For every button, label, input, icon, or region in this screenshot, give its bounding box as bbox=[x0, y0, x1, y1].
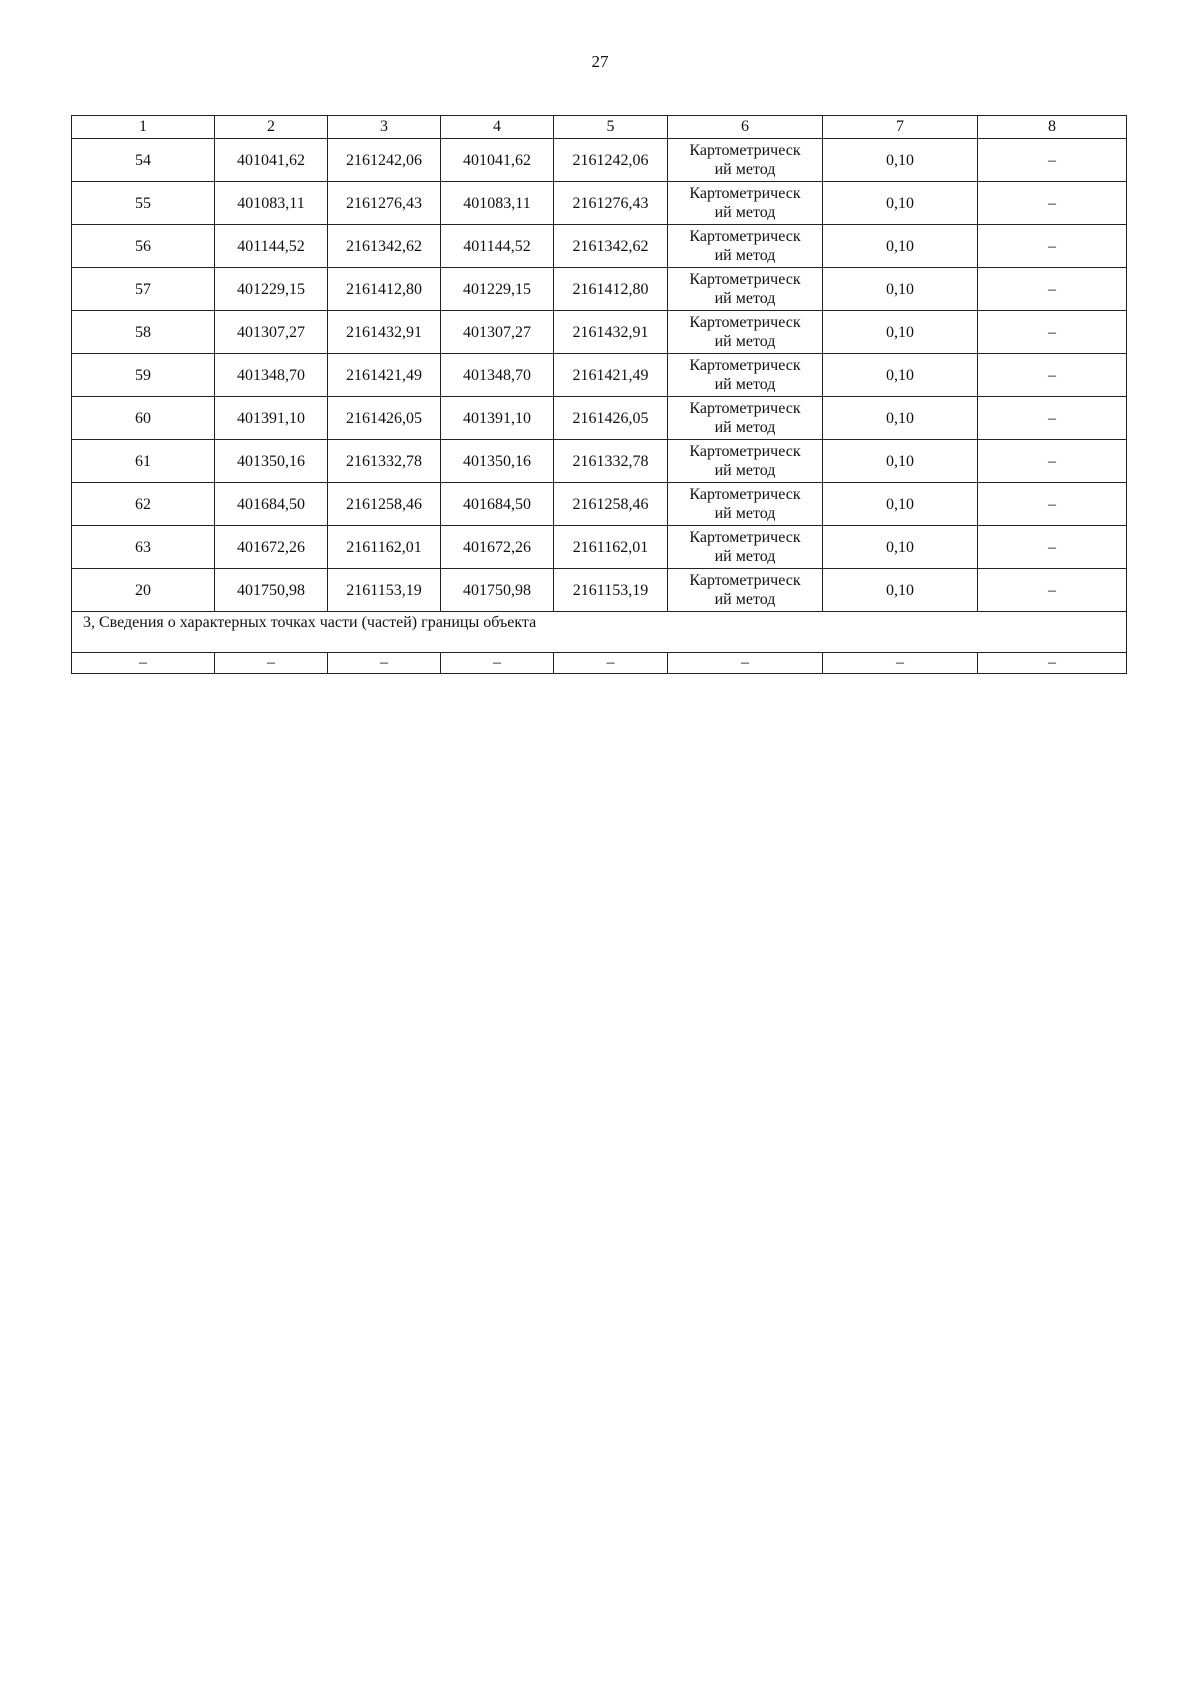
column-header: 7 bbox=[823, 116, 978, 139]
method-text: ий метод bbox=[714, 548, 776, 565]
table-cell: 401348,70 bbox=[215, 354, 328, 397]
empty-cell: – bbox=[72, 653, 215, 674]
table-cell: 2161153,19 bbox=[554, 569, 668, 612]
coordinates-table bbox=[71, 115, 1127, 674]
table-cell: 0,10 bbox=[823, 569, 978, 612]
method-cell bbox=[668, 225, 823, 268]
table-row bbox=[72, 526, 1127, 569]
table-cell: 401041,62 bbox=[441, 139, 554, 182]
table-cell: 2161432,91 bbox=[328, 311, 441, 354]
table-cell: 59 bbox=[72, 354, 215, 397]
method-text: ий метод bbox=[714, 376, 776, 393]
table-cell: – bbox=[978, 483, 1127, 526]
table-cell: 401750,98 bbox=[215, 569, 328, 612]
table-cell: 401144,52 bbox=[215, 225, 328, 268]
table-cell: 401041,62 bbox=[215, 139, 328, 182]
table-cell: – bbox=[978, 569, 1127, 612]
table-cell: 60 bbox=[72, 397, 215, 440]
table-cell: – bbox=[978, 397, 1127, 440]
method-text: ий метод bbox=[714, 333, 776, 350]
table-row bbox=[72, 569, 1127, 612]
table-cell: 0,10 bbox=[823, 182, 978, 225]
section-title: 3, Сведения о характерных точках части (частей) границы объекта bbox=[72, 612, 1127, 653]
method-text: Картометрическ bbox=[689, 400, 801, 417]
table-cell: 401672,26 bbox=[441, 526, 554, 569]
table-cell: – bbox=[978, 268, 1127, 311]
table-cell: 2161426,05 bbox=[554, 397, 668, 440]
method-cell bbox=[668, 569, 823, 612]
method-text: Картометрическ bbox=[689, 271, 801, 288]
method-cell bbox=[668, 182, 823, 225]
table-cell: 2161342,62 bbox=[328, 225, 441, 268]
method-text: ий метод bbox=[714, 462, 776, 479]
table-cell: 2161342,62 bbox=[554, 225, 668, 268]
empty-cell: – bbox=[668, 653, 823, 674]
method-text: ий метод bbox=[714, 505, 776, 522]
column-header: 8 bbox=[978, 116, 1127, 139]
table-row bbox=[72, 354, 1127, 397]
table-row bbox=[72, 397, 1127, 440]
page-number: 27 bbox=[591, 52, 609, 71]
table-cell: 2161276,43 bbox=[328, 182, 441, 225]
method-text: Картометрическ bbox=[689, 443, 801, 460]
table-cell: 2161276,43 bbox=[554, 182, 668, 225]
table-cell: 0,10 bbox=[823, 268, 978, 311]
section-row bbox=[72, 612, 1127, 653]
table-cell: 2161162,01 bbox=[554, 526, 668, 569]
method-text: Картометрическ bbox=[689, 486, 801, 503]
table-cell: 2161258,46 bbox=[554, 483, 668, 526]
table-cell: 55 bbox=[72, 182, 215, 225]
table-cell: 401307,27 bbox=[215, 311, 328, 354]
table-row bbox=[72, 225, 1127, 268]
table-cell: 58 bbox=[72, 311, 215, 354]
method-text: Картометрическ bbox=[689, 357, 801, 374]
column-header: 3 bbox=[328, 116, 441, 139]
table-cell: 63 bbox=[72, 526, 215, 569]
table-row bbox=[72, 483, 1127, 526]
table-cell: – bbox=[978, 526, 1127, 569]
method-cell bbox=[668, 397, 823, 440]
method-cell bbox=[668, 483, 823, 526]
method-cell bbox=[668, 354, 823, 397]
table-cell: 2161432,91 bbox=[554, 311, 668, 354]
column-header: 6 bbox=[668, 116, 823, 139]
table-cell: 401750,98 bbox=[441, 569, 554, 612]
table-cell: 2161162,01 bbox=[328, 526, 441, 569]
table-cell: 2161258,46 bbox=[328, 483, 441, 526]
table-cell: 2161332,78 bbox=[554, 440, 668, 483]
method-text: Картометрическ bbox=[689, 572, 801, 589]
table-cell: 0,10 bbox=[823, 397, 978, 440]
table-cell: 0,10 bbox=[823, 311, 978, 354]
table-cell: 401672,26 bbox=[215, 526, 328, 569]
method-cell bbox=[668, 139, 823, 182]
empty-row bbox=[72, 653, 1127, 674]
method-text: Картометрическ bbox=[689, 185, 801, 202]
table-cell: 401144,52 bbox=[441, 225, 554, 268]
table-row bbox=[72, 311, 1127, 354]
empty-cell: – bbox=[328, 653, 441, 674]
table-cell: – bbox=[978, 139, 1127, 182]
method-text: Картометрическ bbox=[689, 314, 801, 331]
table-cell: 2161242,06 bbox=[554, 139, 668, 182]
table-cell: 0,10 bbox=[823, 526, 978, 569]
table-cell: – bbox=[978, 311, 1127, 354]
table-cell: 2161412,80 bbox=[554, 268, 668, 311]
table-cell: – bbox=[978, 225, 1127, 268]
table-cell: 401083,11 bbox=[215, 182, 328, 225]
table-cell: 20 bbox=[72, 569, 215, 612]
empty-cell: – bbox=[441, 653, 554, 674]
table-cell: 401391,10 bbox=[215, 397, 328, 440]
table-cell: 0,10 bbox=[823, 483, 978, 526]
table-cell: 2161412,80 bbox=[328, 268, 441, 311]
table-cell: 2161153,19 bbox=[328, 569, 441, 612]
table-cell: 0,10 bbox=[823, 139, 978, 182]
table-cell: 2161421,49 bbox=[328, 354, 441, 397]
method-cell bbox=[668, 268, 823, 311]
table-cell: 61 bbox=[72, 440, 215, 483]
table-cell: 0,10 bbox=[823, 354, 978, 397]
method-text: Картометрическ bbox=[689, 142, 801, 159]
table-row bbox=[72, 139, 1127, 182]
column-header: 4 bbox=[441, 116, 554, 139]
table-cell: 0,10 bbox=[823, 440, 978, 483]
method-text: Картометрическ bbox=[689, 228, 801, 245]
table-cell: 56 bbox=[72, 225, 215, 268]
table-cell: 401307,27 bbox=[441, 311, 554, 354]
method-text: ий метод bbox=[714, 419, 776, 436]
table-cell: 0,10 bbox=[823, 225, 978, 268]
empty-cell: – bbox=[823, 653, 978, 674]
method-text: ий метод bbox=[714, 591, 776, 608]
table-cell: 401229,15 bbox=[215, 268, 328, 311]
method-cell bbox=[668, 526, 823, 569]
empty-cell: – bbox=[215, 653, 328, 674]
table-cell: 2161421,49 bbox=[554, 354, 668, 397]
table-cell: 401350,16 bbox=[441, 440, 554, 483]
header-row bbox=[72, 116, 1127, 139]
table-cell: 54 bbox=[72, 139, 215, 182]
empty-cell: – bbox=[554, 653, 668, 674]
method-text: ий метод bbox=[714, 161, 776, 178]
table-cell: – bbox=[978, 440, 1127, 483]
table-cell: 401083,11 bbox=[441, 182, 554, 225]
table-row bbox=[72, 440, 1127, 483]
table-cell: 2161332,78 bbox=[328, 440, 441, 483]
method-text: ий метод bbox=[714, 247, 776, 264]
empty-cell: – bbox=[978, 653, 1127, 674]
method-text: Картометрическ bbox=[689, 529, 801, 546]
method-cell bbox=[668, 440, 823, 483]
method-text: ий метод bbox=[714, 290, 776, 307]
table-cell: 57 bbox=[72, 268, 215, 311]
table-cell: 401684,50 bbox=[441, 483, 554, 526]
table-cell: 401350,16 bbox=[215, 440, 328, 483]
table-cell: 401684,50 bbox=[215, 483, 328, 526]
column-header: 5 bbox=[554, 116, 668, 139]
table-cell: – bbox=[978, 354, 1127, 397]
table-row bbox=[72, 182, 1127, 225]
table-cell: 2161426,05 bbox=[328, 397, 441, 440]
column-header: 1 bbox=[72, 116, 215, 139]
table-cell: – bbox=[978, 182, 1127, 225]
table-cell: 62 bbox=[72, 483, 215, 526]
column-header: 2 bbox=[215, 116, 328, 139]
table-cell: 401348,70 bbox=[441, 354, 554, 397]
method-text: ий метод bbox=[714, 204, 776, 221]
table-row bbox=[72, 268, 1127, 311]
table-cell: 2161242,06 bbox=[328, 139, 441, 182]
table-cell: 401391,10 bbox=[441, 397, 554, 440]
method-cell bbox=[668, 311, 823, 354]
table-cell: 401229,15 bbox=[441, 268, 554, 311]
